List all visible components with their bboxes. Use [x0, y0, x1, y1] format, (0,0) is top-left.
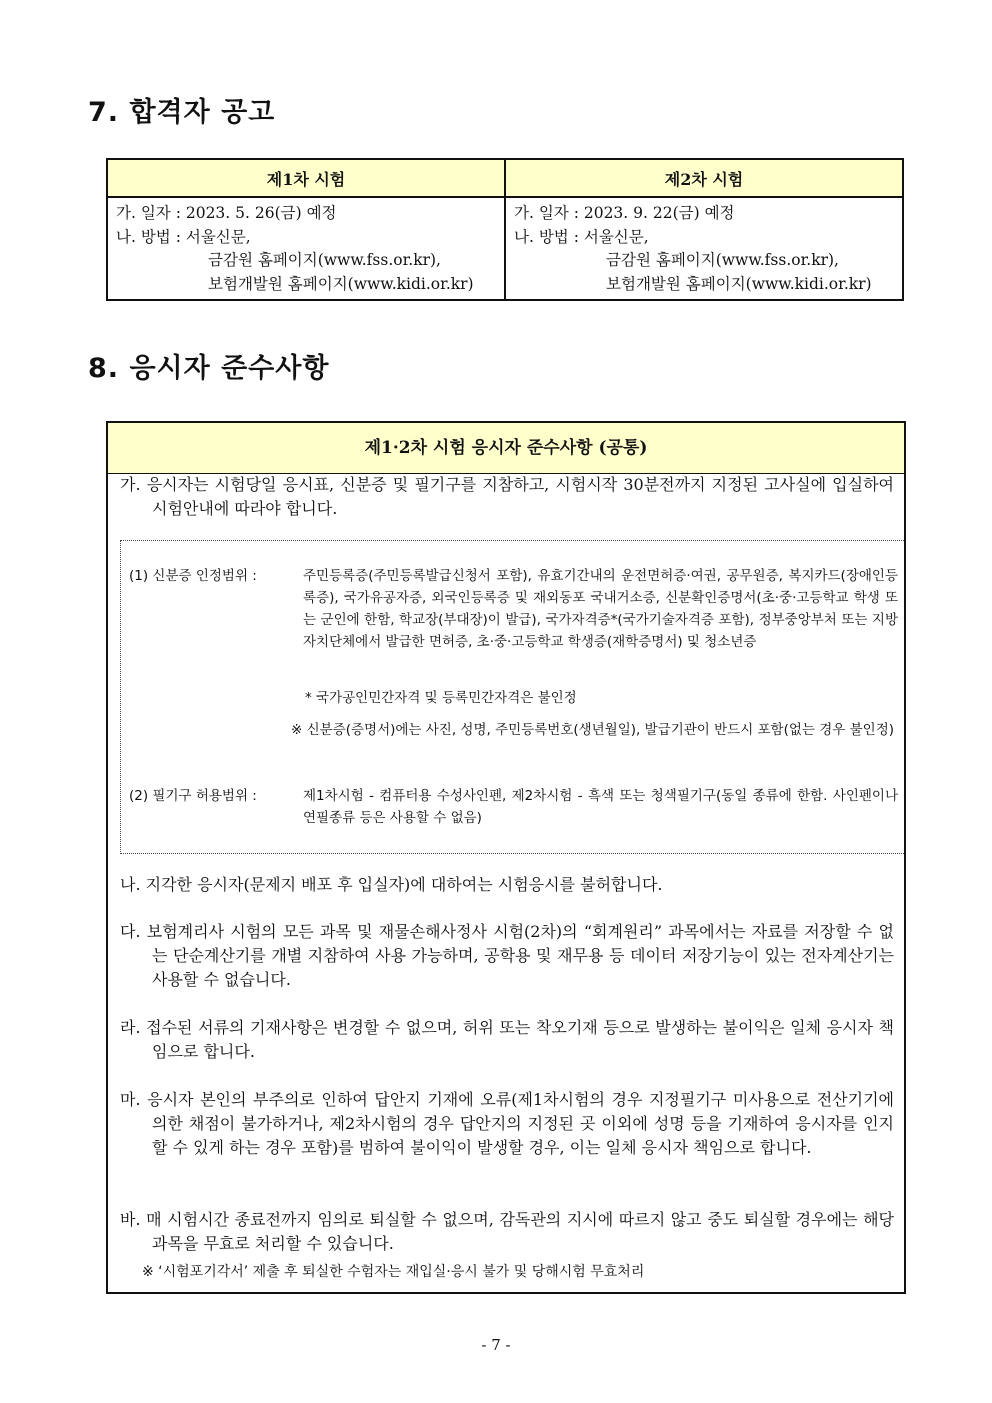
- pen-range-block: [129, 785, 898, 829]
- second-exam-site-fss: 금감원 홈페이지(www.fss.or.kr),: [606, 251, 839, 269]
- rule-ba: 바. 매 시험시간 종료전까지 임의로 퇴실할 수 없으며, 감독관의 지시에 따르지 않고 중도 퇴실할 경우에는 해당 과목을 무효로 처리할 수 있습니다.: [120, 1210, 894, 1253]
- rule-ma: 마. 응시자 본인의 부주의로 인하여 답안지 기재에 오류(제1차시험의 경우 지정필기구 미사용으로 전산기기에 의한 채점이 불가하거나, 제2차시험의 경우 답안지의 지정된 곳 이외에 성명 등을 기재하여 응시자를 인지할 수 있게 하는 경우 포함)를 범하여 불이익이 발생할 경우, 이는 일체 응시자 책임으로 합니다.: [120, 1090, 894, 1157]
- section-8-title: 8. 응시자 준수사항: [88, 353, 330, 384]
- first-exam-site-fss: 금감원 홈페이지(www.fss.or.kr),: [208, 251, 441, 269]
- rule-na: 나. 지각한 응시자(문제지 배포 후 입실자)에 대하여는 시험응시를 불허합니다.: [120, 875, 663, 894]
- id-range-note-ref: ※ 신분증(증명서)에는 사진, 성명, 주민등록번호(생년월일), 발급기관이 반드시 포함(없는 경우 불인정): [291, 722, 895, 738]
- id-range-note-asterisk: * 국가공인민간자격 및 등록민간자격은 불인정: [305, 690, 577, 706]
- pen-range-body: 제1차시험 - 컴퓨터용 수성사인펜, 제2차시험 - 흑색 또는 청색필기구(동일 종류에 한함. 사인펜이나 연필종류 등은 사용할 수 없음): [303, 788, 898, 826]
- rules-box-header: 제1·2차 시험 응시자 준수사항 (공통): [108, 423, 904, 474]
- rule-ga: 가. 응시자는 시험당일 응시표, 신분증 및 필기구를 지참하고, 시험시작 30분전까지 지정된 고사실에 입실하여 시험안내에 따라야 합니다.: [120, 475, 894, 518]
- section-7-title: 7. 합격자 공고: [88, 97, 276, 128]
- second-exam-date: 가. 일자 : 2023. 9. 22(금) 예정: [514, 204, 735, 222]
- withdrawal-note: ※ ‘시험포기각서’ 제출 후 퇴실한 수험자는 재입실·응시 불가 및 당해시험 무효처리: [142, 1264, 645, 1280]
- id-range-body: 주민등록증(주민등록발급신청서 포함), 유효기간내의 운전면허증·여권, 공무원증, 복지카드(장애인등록증), 국가유공자증, 외국인등록증 및 재외동포 국내거소증, 신분확인증명서(초·중·고등학교 학생 또는 군인에 한함, 학교장(부대장)이 발급), 국가자격증*(국가기술자격증 포함), 정부중앙부처 또는 지방자치단체에서 발급한 면허증, 초·중·고등학교 학생증(재학증명서) 및 청소년증: [303, 568, 898, 650]
- second-exam-cell: [505, 197, 903, 300]
- first-exam-date: 가. 일자 : 2023. 5. 26(금) 예정: [116, 204, 337, 222]
- second-exam-site-kidi: 보험개발원 홈페이지(www.kidi.or.kr): [606, 274, 872, 293]
- rule-ra: 라. 접수된 서류의 기재사항은 변경할 수 없으며, 허위 또는 착오기재 등으로 발생하는 불이익은 일체 응시자 책임으로 합니다.: [120, 1018, 894, 1061]
- first-exam-header: 제1차 시험: [107, 159, 505, 197]
- page-number: - 7 -: [481, 1336, 511, 1354]
- second-exam-header: 제2차 시험: [505, 159, 903, 197]
- pen-range-label: (2) 필기구 허용범위 :: [129, 788, 257, 804]
- rule-da: 다. 보험계리사 시험의 모든 과목 및 재물손해사정사 시험(2차)의 “회계원리” 과목에서는 자료를 저장할 수 없는 단순계산기를 개별 지참하여 사용 가능하며, 공학용 및 재무용 등 데이터 저장기능이 있는 전자계산기는 사용할 수 없습니다.: [120, 922, 894, 989]
- id-range-label: (1) 신분증 인정범위 :: [129, 568, 257, 584]
- announcement-table: [106, 158, 904, 301]
- second-exam-method: 나. 방법 : 서울신문,: [514, 227, 649, 246]
- id-range-block: [129, 565, 898, 653]
- rules-box: [106, 421, 906, 1294]
- first-exam-method: 나. 방법 : 서울신문,: [116, 227, 251, 246]
- first-exam-cell: [107, 197, 505, 300]
- first-exam-site-kidi: 보험개발원 홈페이지(www.kidi.or.kr): [208, 274, 474, 293]
- requirements-subbox: [120, 540, 904, 854]
